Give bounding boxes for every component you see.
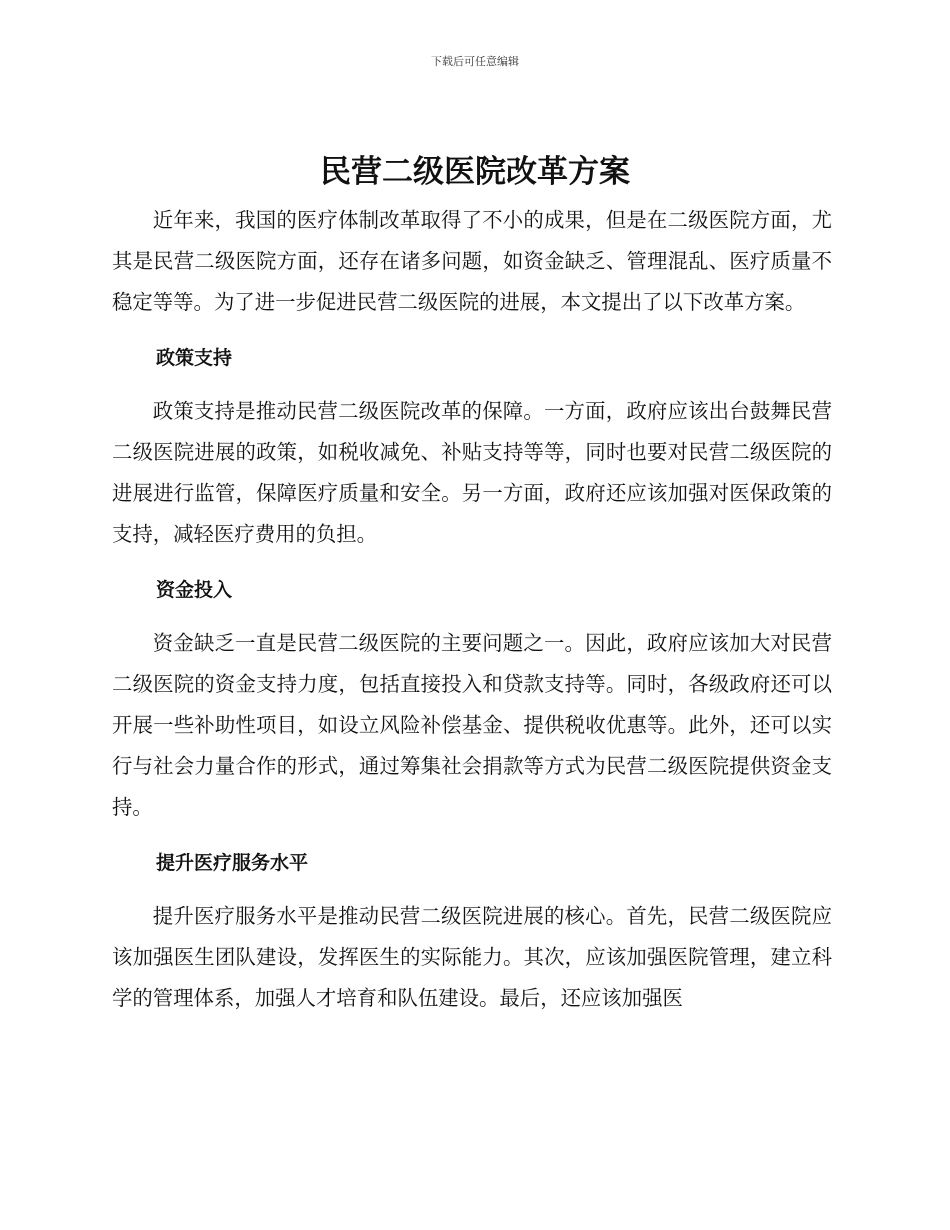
section-heading-policy: 政策支持 [156, 347, 233, 369]
document-body [112, 200, 832, 1019]
page-header-note: 下载后可任意编辑 [431, 55, 519, 68]
section-paragraph-funding: 资金缺乏一直是民营二级医院的主要问题之一。因此，政府应该加大对民营二级医院的资金支持力度，包括直接投入和贷款支持等。同时，各级政府还可以开展一些补助性项目，如设立风险补偿基金、提供税收优惠等。此外，还可以实行与社会力量合作的形式，通过筹集社会捐款等方式为民营二级医院提供资金支持。 [112, 631, 832, 819]
document-title: 民营二级医院改革方案 [320, 154, 630, 190]
section-paragraph-policy: 政策支持是推动民营二级医院改革的保障。一方面，政府应该出台鼓舞民营二级医院进展的政策，如税收减免、补贴支持等等，同时也要对民营二级医院的进展进行监管，保障医疗质量和安全。另一方面，政府还应该加强对医保政策的支持，减轻医疗费用的负担。 [112, 399, 832, 546]
section-heading-funding: 资金投入 [156, 579, 233, 601]
intro-paragraph: 近年来，我国的医疗体制改革取得了不小的成果，但是在二级医院方面，尤其是民营二级医院方面，还存在诸多问题，如资金缺乏、管理混乱、医疗质量不稳定等等。为了进一步促进民营二级医院的进展，本文提出了以下改革方案。 [112, 208, 832, 314]
section-paragraph-service: 提升医疗服务水平是推动民营二级医院进展的核心。首先，民营二级医院应该加强医生团队建设，发挥医生的实际能力。其次，应该加强医院管理，建立科学的管理体系，加强人才培育和队伍建设。最后，还应该加强医 [112, 904, 832, 1010]
section-heading-service: 提升医疗服务水平 [156, 852, 309, 874]
